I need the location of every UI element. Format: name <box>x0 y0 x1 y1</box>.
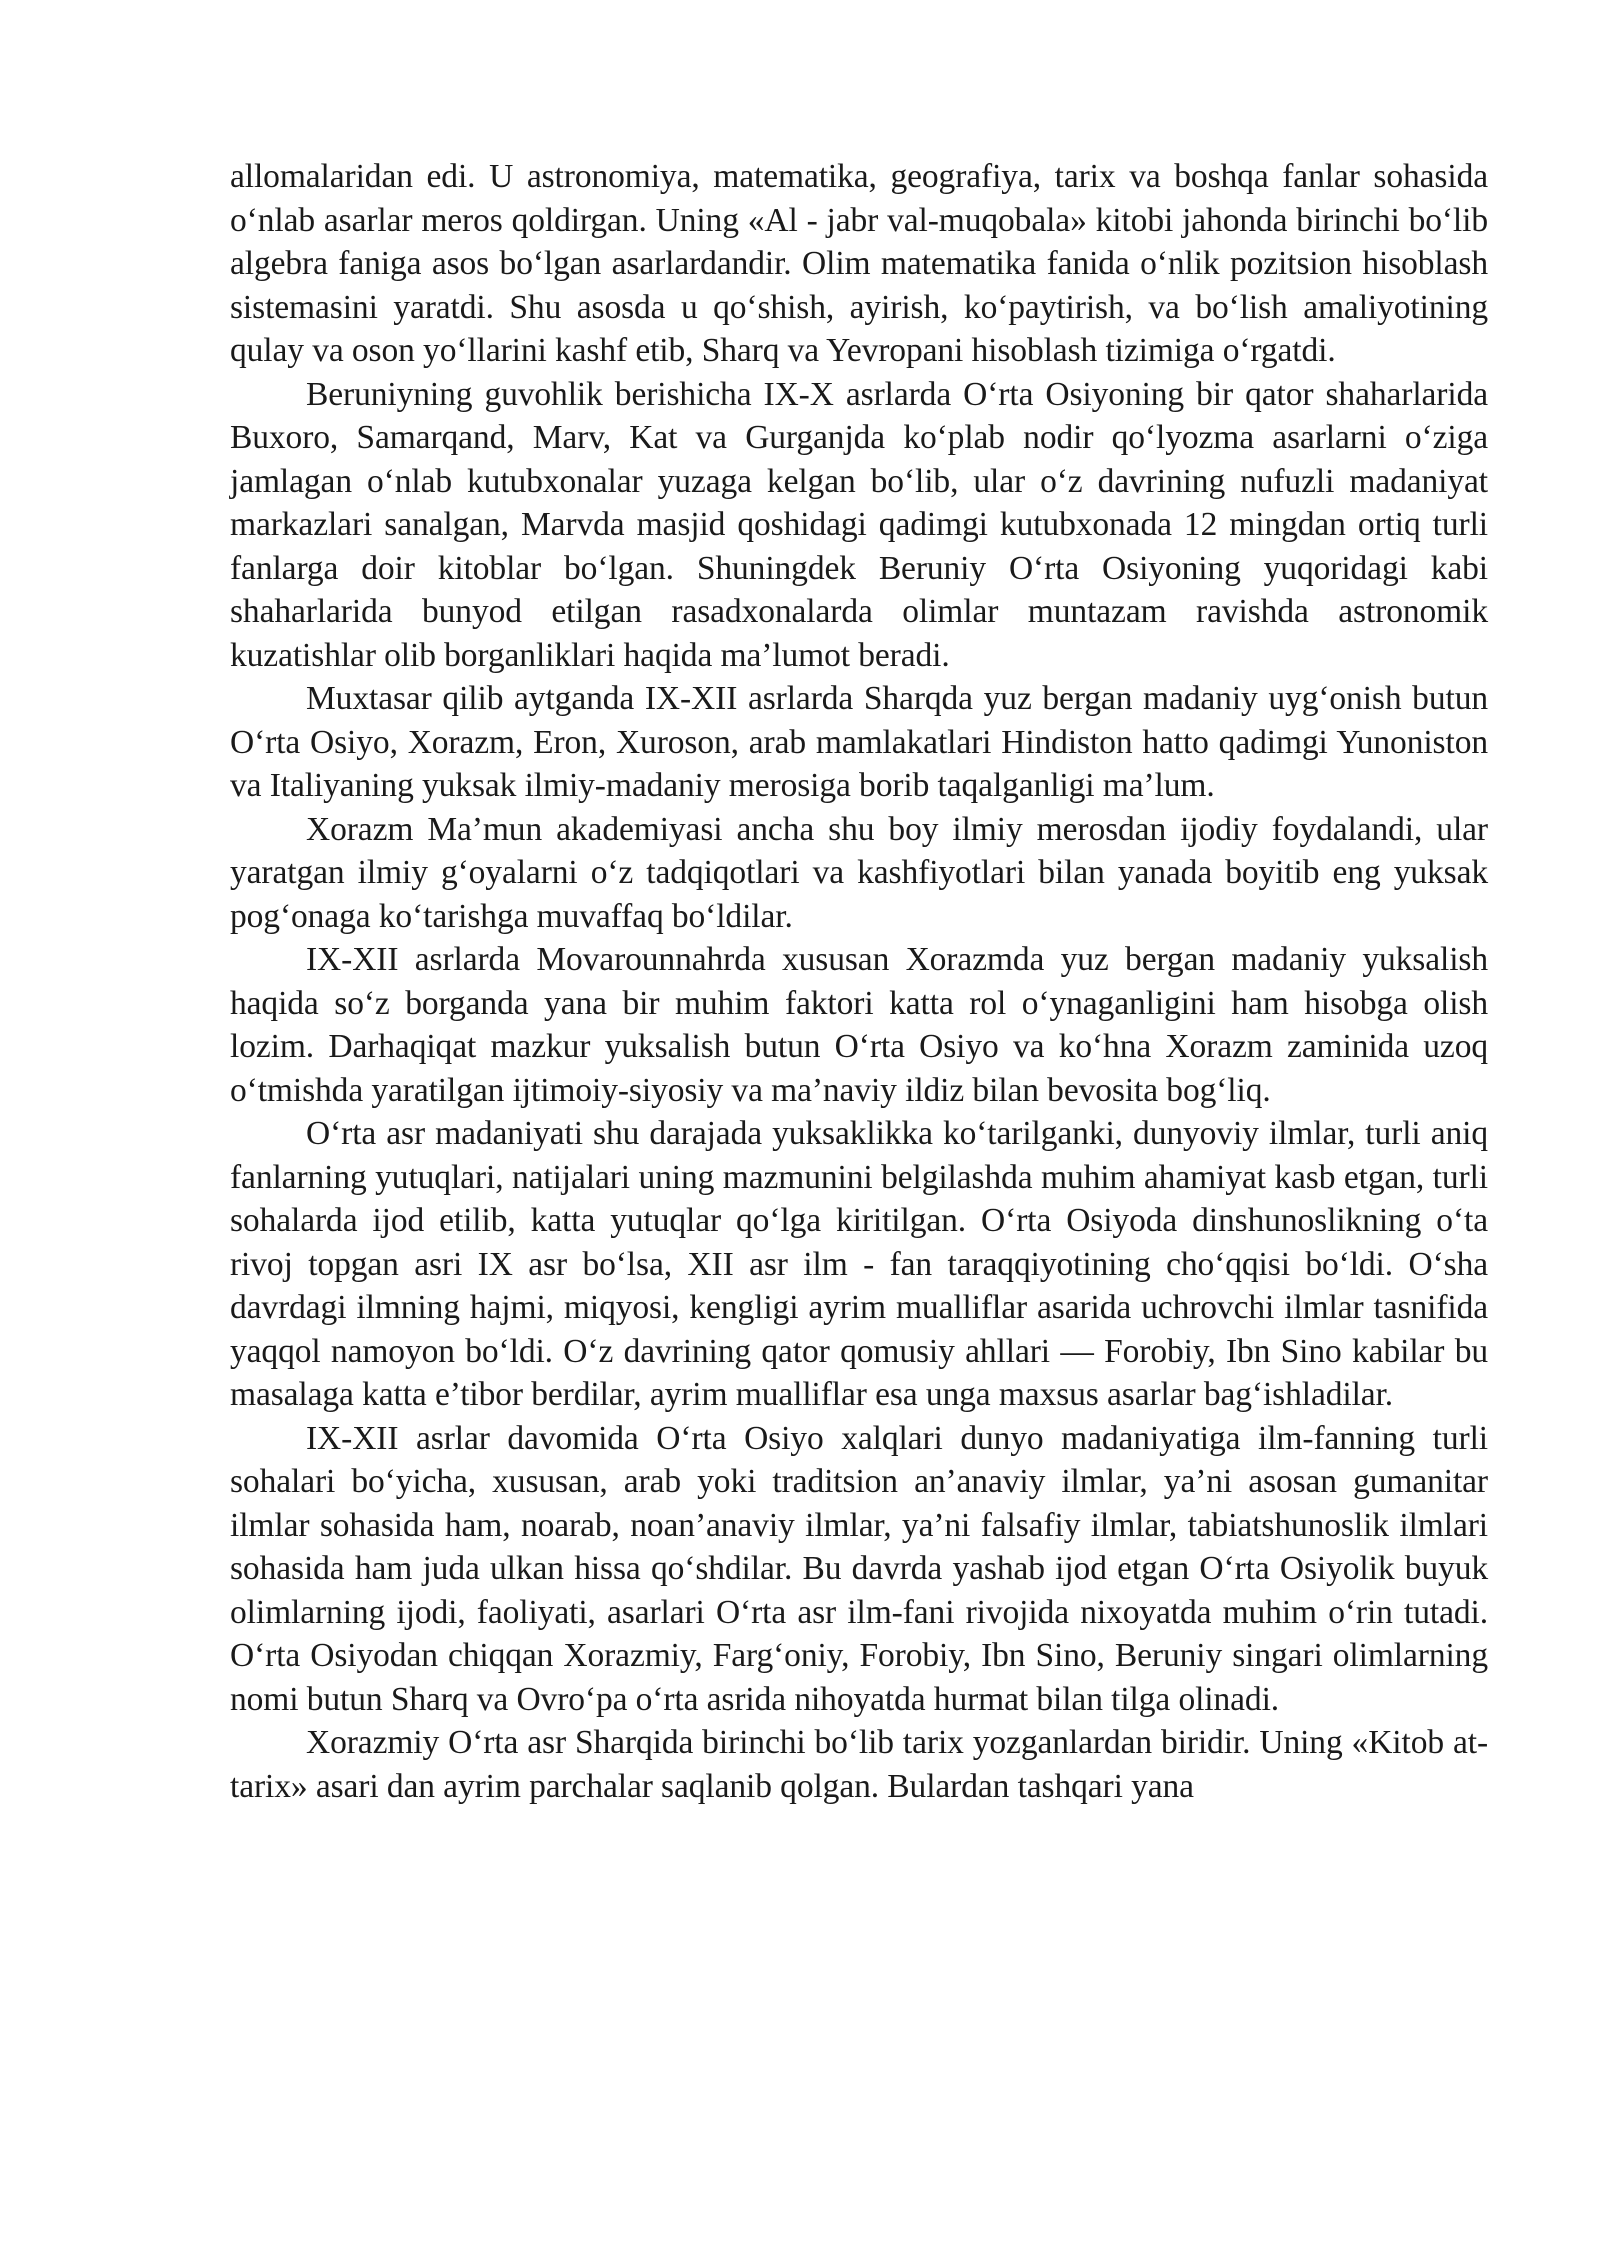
paragraph-4: Xorazm Ma’mun akademiyasi ancha shu boy ilmiy merosdan ijodiy foydalandi, ular yaratgan ilmiy gʻoyalarni oʻz tadqiqotlari va kashfiyotlari bilan yanada boyitib eng yuksak pogʻonaga koʻtarishga muvaffaq boʻldilar. <box>230 810 1488 935</box>
paragraph-8: Xorazmiy Oʻrta asr Sharqida birinchi boʻlib tarix yozganlardan biridir. Uning «Kitob at-tarix» asari dan ayrim parchalar saqlanib qolgan. Bulardan tashqari yana <box>230 1724 1488 1805</box>
paragraph-6: Oʻrta asr madaniyati shu darajada yuksaklikka koʻtarilganki, dunyoviy ilmlar, turli aniq fanlarning yutuqlari, natijalari uning mazmunini belgilashda muhim ahamiyat kasb etgan, turli sohalarda ijod etilib, katta yutuqlar qoʻlga kiritilgan. Oʻrta Osiyoda dinshunoslikning oʻta rivoj topgan asri IX asr boʻlsa, XII asr ilm - fan taraqqiyotining choʻqqisi boʻldi. Oʻsha davrdagi ilmning hajmi, miqyosi, kengligi ayrim mualliflar asarida uchrovchi ilmlar tasnifida yaqqol namoyon boʻldi. Oʻz davrining qator qomusiy ahllari — Forobiy, Ibn Sino kabilar bu masalaga katta e’tibor berdilar, ayrim mualliflar esa unga maxsus asarlar bagʻishladilar. <box>230 1115 1488 1413</box>
document-page <box>230 155 1488 1808</box>
paragraph-3: Muxtasar qilib aytganda IX-XII asrlarda Sharqda yuz bergan madaniy uygʻonish butun Oʻrta Osiyo, Xorazm, Eron, Xuroson, arab mamlakatlari Hindiston hatto qadimgi Yunoniston va Italiyaning yuksak ilmiy-madaniy merosiga borib taqalganligi ma’lum. <box>230 680 1488 804</box>
paragraph-2: Beruniyning guvohlik berishicha IX-X asrlarda Oʻrta Osiyoning bir qator shaharlarida Buxoro, Samarqand, Marv, Kat va Gurganjda koʻplab nodir qoʻlyozma asarlarni oʻziga jamlagan oʻnlab kutubxonalar yuzaga kelgan boʻlib, ular oʻz davrining nufuzli madaniyat markazlari sanalgan, Marvda masjid qoshidagi qadimgi kutubxonada 12 mingdan ortiq turli fanlarga doir kitoblar boʻlgan. Shuningdek Beruniy Oʻrta Osiyoning yuqoridagi kabi shaharlarida bunyod etilgan rasadxonalarda olimlar muntazam ravishda astronomik kuzatishlar olib borganliklari haqida ma’lumot beradi. <box>230 375 1488 674</box>
paragraph-1: allomalaridan edi. U astronomiya, matematika, geografiya, tarix va boshqa fanlar sohasida oʻnlab asarlar meros qoldirgan. Uning «Al - jabr val-muqobala» kitobi jahonda birinchi boʻlib algebra faniga asos boʻlgan asarlardandir. Olim matematika fanida oʻnlik pozitsion hisoblash sistemasini yaratdi. Shu asosda u qoʻshish, ayirish, koʻpaytirish, va boʻlish amaliyotining qulay va oson yoʻllarini kashf etib, Sharq va Yevropani hisoblash tizimiga oʻrgatdi. <box>230 158 1488 369</box>
paragraph-7: IX-XII asrlar davomida Oʻrta Osiyo xalqlari dunyo madaniyatiga ilm-fanning turli sohalari boʻyicha, xususan, arab yoki traditsion an’anaviy ilmlar, ya’ni asosan gumanitar ilmlar sohasida ham, noarab, noan’anaviy ilmlar, ya’ni falsafiy ilmlar, tabiatshunoslik ilmlari sohasida ham juda ulkan hissa qoʻshdilar. Bu davrda yashab ijod etgan Oʻrta Osiyolik buyuk olimlarning ijodi, faoliyati, asarlari Oʻrta asr ilm-fani rivojida nixoyatda muhim oʻrin tutadi. Oʻrta Osiyodan chiqqan Xorazmiy, Fargʻoniy, Forobiy, Ibn Sino, Beruniy singari olimlarning nomi butun Sharq va Ovroʻpa oʻrta asrida nihoyatda hurmat bilan tilga olinadi. <box>230 1419 1488 1718</box>
paragraph-5: IX-XII asrlarda Movarounnahrda xususan Xorazmda yuz bergan madaniy yuksalish haqida soʻz borganda yana bir muhim faktori katta rol oʻynaganligini ham hisobga olish lozim. Darhaqiqat mazkur yuksalish butun Oʻrta Osiyo va koʻhna Xorazm zaminida uzoq oʻtmishda yaratilgan ijtimoiy-siyosiy va ma’naviy ildiz bilan bevosita bogʻliq. <box>230 941 1488 1109</box>
